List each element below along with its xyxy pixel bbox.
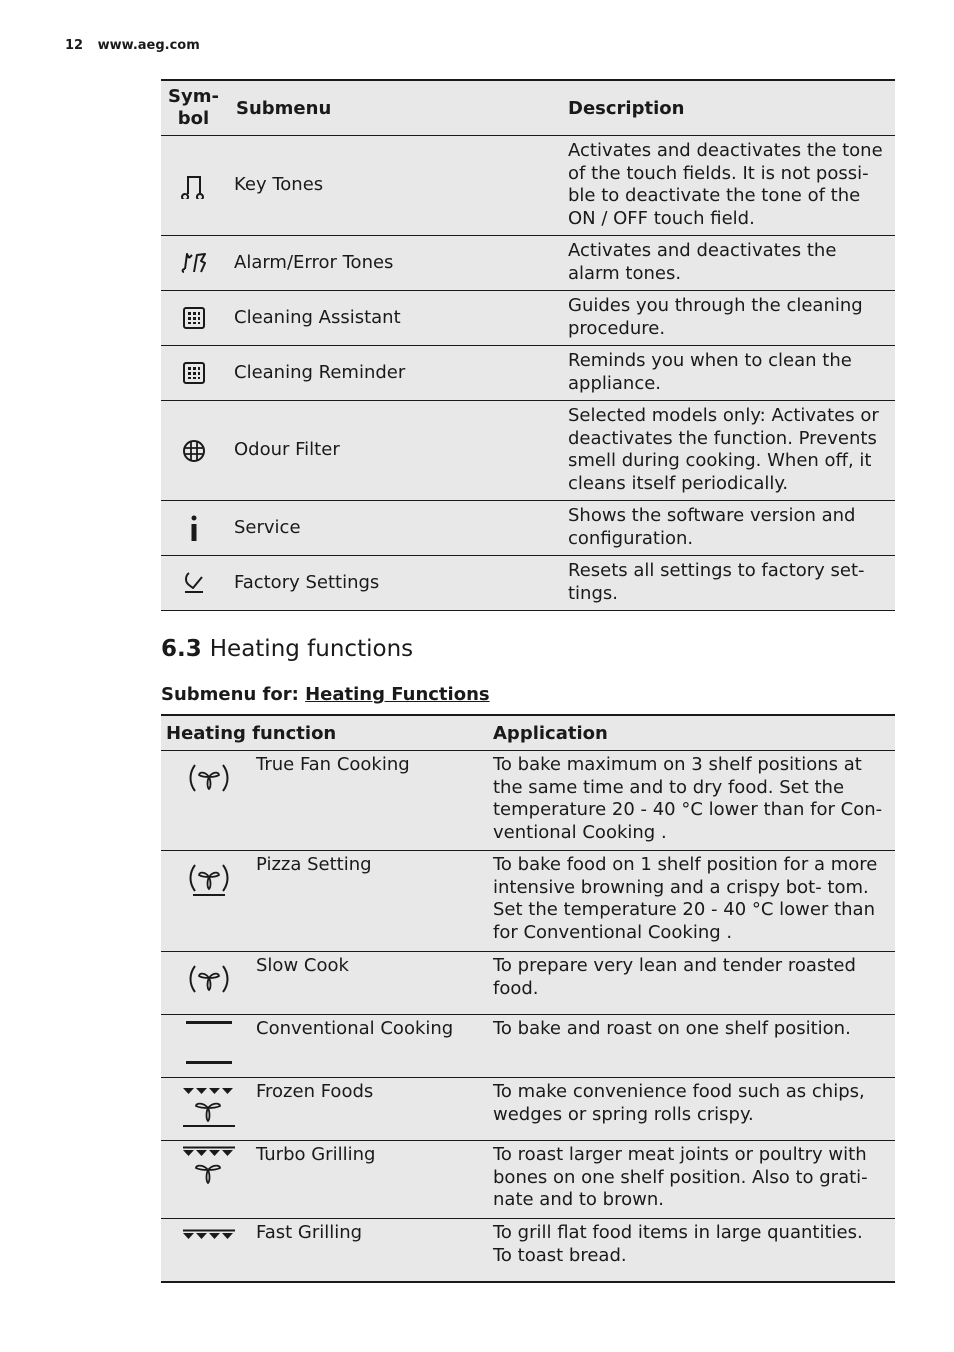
true-fan-icon [187,767,231,788]
slow-cook-icon [187,968,231,989]
column-header-application: Application [493,715,895,751]
heating-function-application: To grill flat food items in large quantities. To toast bread. [493,1219,895,1282]
heating-function-name: Conventional Cooking [256,1015,493,1078]
column-header-symbol: Sym- bol [161,80,226,136]
table-row [161,751,895,851]
info-icon [187,517,201,538]
frozen-foods-icon [181,1096,237,1117]
section-title [161,636,413,662]
table-row [161,1015,895,1078]
page-number: 12 [65,38,84,53]
submenu-line [161,684,490,705]
submenu-description: Resets all settings to factory set- tings. [568,556,895,611]
heating-function-name: Pizza Setting [256,851,493,952]
pizza-setting-icon [187,869,231,890]
table-header-row [161,715,895,751]
submenu-name: Odour Filter [226,401,568,501]
turbo-grilling-icon [181,1156,237,1177]
submenu-description: Activates and deactivates the tone of the touch fields. It is not possi- ble to deactivate the tone of the ON / OFF touch field. [568,136,895,236]
heating-function-name: True Fan Cooking [256,751,493,851]
submenu-name: Cleaning Assistant [226,291,568,346]
section-heading: Heating functions [209,636,414,662]
heating-functions-link[interactable]: Heating Functions [305,684,490,705]
cleaning-grid-icon [182,307,206,328]
column-header-submenu: Submenu [226,80,568,136]
table-row [161,401,895,501]
table-row [161,346,895,401]
table-row [161,1219,895,1282]
table-row [161,952,895,1015]
table-row [161,1078,895,1141]
column-header-heating-function: Heating function [161,715,493,751]
submenu-description: Shows the software version and configuration. [568,501,895,556]
column-header-description: Description [568,80,895,136]
fast-grilling-icon [181,1225,237,1246]
submenu-description: Selected models only: Activates or deactivates the function. Prevents smell during cooking. When off, it cleans itself periodically. [568,401,895,501]
submenu-label: Submenu for: [161,684,299,705]
settings-submenu-table [161,79,895,611]
heating-function-name: Frozen Foods [256,1078,493,1141]
heating-function-application: To bake and roast on one shelf position. [493,1015,895,1078]
submenu-name: Key Tones [226,136,568,236]
alarm-tone-icon [180,252,208,273]
conventional-cooking-icon [184,1032,234,1053]
table-header-row [161,80,895,136]
table-row [161,136,895,236]
table-row [161,556,895,611]
submenu-name: Alarm/Error Tones [226,236,568,291]
heating-functions-table [161,714,895,1283]
table-row [161,236,895,291]
submenu-description: Activates and deactivates the alarm tones. [568,236,895,291]
table-row [161,851,895,952]
factory-reset-icon [181,572,207,593]
submenu-name: Factory Settings [226,556,568,611]
table-row [161,501,895,556]
heating-function-application: To roast larger meat joints or poultry with bones on one shelf position. Also to grati- nate and to brown. [493,1141,895,1219]
submenu-name: Service [226,501,568,556]
music-note-icon [181,175,207,196]
heating-function-application: To bake maximum on 3 shelf positions at the same time and to dry food. Set the temperature 20 - 40 °C lower than for Con- ventional Cooking . [493,751,895,851]
submenu-description: Guides you through the cleaning procedure. [568,291,895,346]
heating-function-name: Slow Cook [256,952,493,1015]
heating-function-application: To make convenience food such as chips, wedges or spring rolls crispy. [493,1078,895,1141]
submenu-name: Cleaning Reminder [226,346,568,401]
section-number: 6.3 [161,636,202,662]
page-header [65,38,200,53]
submenu-description: Reminds you when to clean the appliance. [568,346,895,401]
site-url: www.aeg.com [97,38,200,53]
heating-function-name: Fast Grilling [256,1219,493,1282]
globe-filter-icon [181,440,207,461]
table-row [161,1141,895,1219]
heating-function-application: To prepare very lean and tender roasted food. [493,952,895,1015]
cleaning-grid-icon [182,362,206,383]
heating-function-name: Turbo Grilling [256,1141,493,1219]
table-row [161,291,895,346]
heating-function-application: To bake food on 1 shelf position for a more intensive browning and a crispy bot- tom. Set the temperature 20 - 40 °C lower than for Conventional Cooking . [493,851,895,952]
